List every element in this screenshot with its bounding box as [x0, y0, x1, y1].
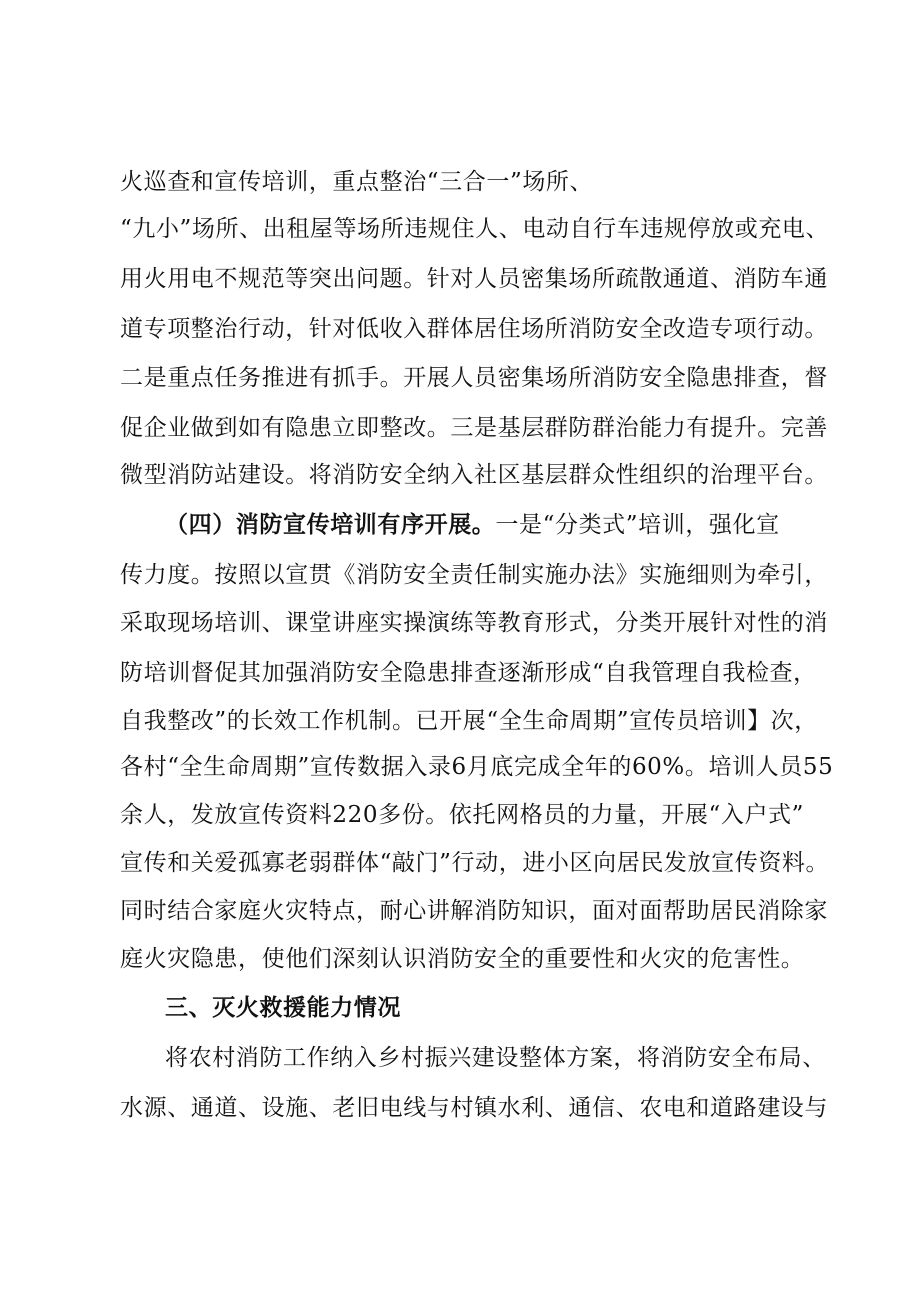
section-3-heading: 三、灭火救援能力情况	[165, 994, 401, 1021]
paragraph-line: 将农村消防工作纳入乡村振兴建设整体方案，将消防安全布局、	[165, 1045, 826, 1071]
paragraph-line: 用火用电不规范等突出问题。针对人员密集场所疏散通道、消防车通	[120, 266, 828, 292]
paragraph-line: 传力度。按照以宣贯《消防安全责任制实施办法》实施细则为牵引，	[120, 562, 828, 588]
paragraph-line: 微型消防站建设。将消防安全纳入社区基层群众性组织的治理平台。	[120, 462, 828, 488]
paragraph-line: 同时结合家庭火灾特点，耐心讲解消防知识，面对面帮助居民消除家	[120, 898, 828, 924]
paragraph-line: 各村“全生命周期”宣传数据入录6月底完成全年的60%。培训人员55	[120, 754, 834, 780]
paragraph-line: 庭火灾隐患，使他们深刻认识消防安全的重要性和火灾的危害性。	[120, 946, 805, 972]
section-4-first-line-text: 一是“分类式”培训，强化宣	[495, 512, 780, 538]
paragraph-line: 二是重点任务推进有抓手。开展人员密集场所消防安全隐患排查，督	[120, 365, 828, 391]
paragraph-line: 防培训督促其加强消防安全隐患排查逐渐形成“自我管理自我检查，	[120, 660, 817, 686]
paragraph-line: 火巡查和宣传培训，重点整治“三合一”场所、	[120, 169, 594, 195]
paragraph-line: 宣传和关爱孤寡老弱群体“敲门”行动，进小区向居民发放宣传资料。	[120, 850, 830, 876]
paragraph-line: 促企业做到如有隐患立即整改。三是基层群防群治能力有提升。完善	[120, 415, 828, 441]
paragraph-line: 水源、通道、设施、老旧电线与村镇水利、通信、农电和道路建设与	[120, 1095, 828, 1121]
paragraph-line: 余人，发放宣传资料220多份。依托网格员的力量，开展“入户式”	[120, 802, 805, 828]
paragraph-line: “九小”场所、出租屋等场所违规住人、电动自行车违规停放或充电、	[120, 216, 830, 242]
paragraph-line: 道专项整治行动，针对低收入群体居住场所消防安全改造专项行动。	[120, 316, 828, 342]
section-4-first-line	[165, 510, 780, 540]
paragraph-line: 自我整改”的长效工作机制。已开展“全生命周期”宣传员培训】次，	[120, 708, 818, 734]
section-4-heading: （四）消防宣传培训有序开展。	[165, 511, 496, 538]
paragraph-line: 采取现场培训、课堂讲座实操演练等教育形式，分类开展针对性的消	[120, 610, 828, 636]
